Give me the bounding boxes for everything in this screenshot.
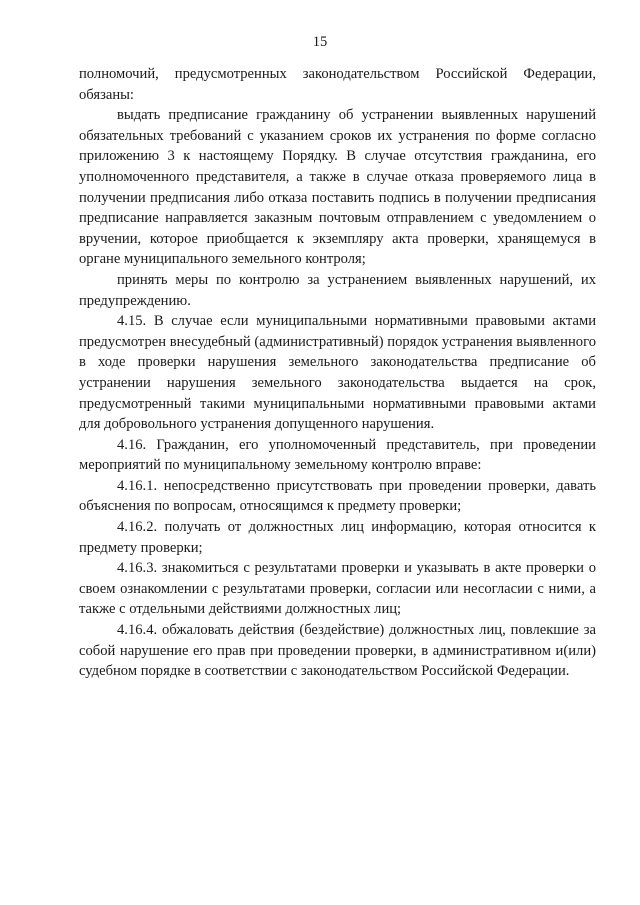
paragraph-4-16: 4.16. Гражданин, его уполномоченный представитель, при проведении мероприятий по муниципальному земельному контролю вправе: <box>79 436 596 474</box>
paragraph-take-measures: принять меры по контролю за устранением выявленных нарушений, их предупреждению. <box>79 271 596 309</box>
paragraph-4-15: 4.15. В случае если муниципальными нормативными правовыми актами предусмотрен внесудебный (административный) порядок устранения выявленного в ходе проверки нарушения земельного законодательства предписание об устранении нарушения земельного законодательства выдается на срок, предусмотренный такими муниципальными нормативными правовыми актами для добровольного устранения допущенного нарушения. <box>79 313 596 433</box>
paragraph-4-16-1: 4.16.1. непосредственно присутствовать при проведении проверки, давать объяснения по вопросам, относящимся к предмету проверки; <box>79 477 596 515</box>
paragraph-4-16-2: 4.16.2. получать от должностных лиц информацию, которая относится к предмету проверки; <box>79 519 596 556</box>
paragraph-4-16-4: 4.16.4. обжаловать действия (бездействие) должностных лиц, повлекшие за собой нарушение его прав при проведении проверки, в административном и(или) судебном порядке в соответствии с законодательством Российской Федерации. <box>79 622 596 680</box>
page-number: 15 <box>312 34 328 50</box>
paragraph-continuation: полномочий, предусмотренных законодательством Российской Федерации, обязаны: <box>79 66 596 103</box>
paragraph-issue-order: выдать предписание гражданину об устранении выявленных нарушений обязательных требований с указанием сроков их устранения по форме согласно приложению 3 к настоящему Порядку. В случае отсутствия гражданина, его уполномоченного представителя, а также в случае отказа проверяемого лица в получении предписания либо отказа поставить подпись в получении предписания предписание направляется заказным почтовым отправлением с уведомлением о вручении, которое приобщается к экземпляру акта проверки, хранящемуся в органе муниципального земельного контроля; <box>79 107 596 268</box>
document-body <box>79 64 596 682</box>
paragraph-4-16-3: 4.16.3. знакомиться с результатами проверки и указывать в акте проверки о своем ознакомлении с результатами проверки, согласии или несогласии с ними, а также с отдельными действиями должностных лиц; <box>79 560 596 618</box>
